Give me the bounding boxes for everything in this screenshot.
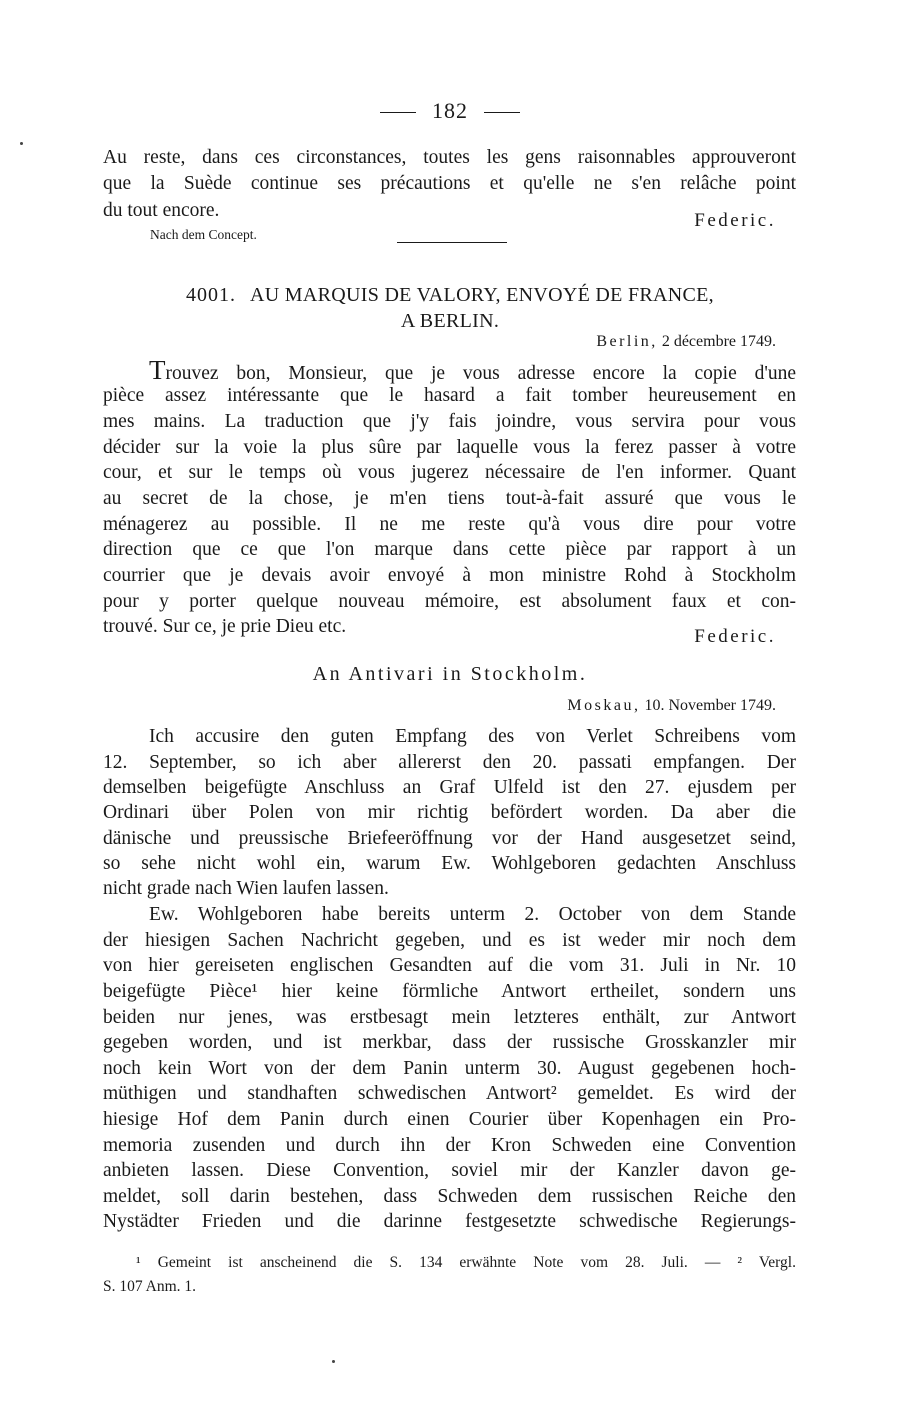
text-line: cour, et sur le temps où vous jugerez nécessaire de l'en informer. Quant (103, 462, 796, 483)
letter-title (0, 284, 900, 307)
text-line: noch kein Wort von der dem Panin unterm 30. August gegebenen hoch- (103, 1058, 796, 1079)
text-line: gegeben worden, und ist merkbar, dass der russische Grosskanzler mir (103, 1032, 796, 1053)
section-divider (397, 242, 507, 243)
text-line: memoria zusenden und durch ihn der Kron Schweden eine Convention (103, 1135, 796, 1156)
text-line: Nystädter Frieden und die darinne festgesetzte schwedische Regierungs- (103, 1211, 796, 1232)
dateline-place: Moskau, (567, 697, 641, 714)
letter-title-line2: A BERLIN. (400, 310, 500, 332)
text-line: nicht grade nach Wien laufen lassen. (103, 878, 389, 899)
text-line: meldet, soll darin bestehen, dass Schweden dem russischen Reiche den (103, 1186, 796, 1207)
footnote-line: ¹ Gemeint ist anscheinend die S. 134 erwähnte Note vom 28. Juli. — ² Vergl. (136, 1254, 796, 1271)
footnote-line: S. 107 Anm. 1. (103, 1278, 197, 1295)
text-line: beiden nur jenes, was erstbesagt mein letzteres enthält, zur Antwort (103, 1007, 796, 1028)
letter-dateline (596, 333, 776, 351)
text-line: anbieten lassen. Diese Convention, soviel mir der Kanzler davon ge- (103, 1160, 796, 1181)
text-line: pour y porter quelque nouveau mémoire, est absolument faux et con- (103, 591, 796, 612)
text-line: direction que ce que l'on marque dans cette pièce par rapport à un (103, 539, 796, 560)
text-line: Ordinari über Polen von mir richtig befördert worden. Da aber die (103, 802, 796, 823)
text-line: hiesige Hof dem Panin durch einen Courier über Kopenhagen ein Pro- (103, 1109, 796, 1130)
dateline-date: 10. November 1749. (644, 697, 776, 714)
signature: Federic. (694, 626, 776, 647)
text-line: mes mains. La traduction que j'y fais joindre, vous servira pour vous (103, 411, 796, 432)
page-number: 182 (432, 98, 468, 123)
text-line: au secret de la chose, je m'en tiens tout-à-fait assuré que vous le (103, 488, 796, 509)
text-line: von hier gereiseten englischen Gesandten auf die vom 31. Juli in Nr. 10 (103, 955, 796, 976)
text-line: 12. September, so ich aber allererst den 20. passati empfangen. Der (103, 752, 796, 773)
text-line: so sehe nicht wohl ein, warum Ew. Wohlgeboren gedachten Anschluss (103, 853, 796, 874)
dateline-place: Berlin, (596, 333, 658, 350)
text-line: pièce assez intéressante que le hasard a fait tomber heureusement en (103, 385, 796, 406)
text-line: Au reste, dans ces circonstances, toutes les gens raisonnables approuveront (103, 147, 796, 168)
text-line-rest: rouvez bon, Monsieur, que je vous adresse encore la copie d'une (165, 363, 796, 384)
page-header (0, 98, 900, 124)
text-line: que la Suède continue ses précautions et qu'elle ne s'en relâche point (103, 173, 796, 194)
signature: Federic. (694, 210, 776, 231)
text-line: décider sur la voie la plus sûre par laquelle vous la ferez passer à votre (103, 437, 796, 458)
text-line: beigefügte Pièce¹ hier keine förmliche Antwort ertheilet, sondern uns (103, 981, 796, 1002)
dateline-date: 2 décembre 1749. (661, 333, 776, 350)
text-line: dänische und preussische Briefeeröffnung vor der Hand ausgesetzet seind, (103, 828, 796, 849)
text-line: müthigen und standhaften schwedischen Antwort² gemeldet. Es wird der (103, 1083, 796, 1104)
text-line: du tout encore. (103, 200, 220, 221)
header-dash-left (380, 112, 416, 113)
text-line (103, 357, 796, 383)
drop-cap: T (149, 355, 166, 385)
text-line: demselben beigefügte Anschluss an Graf Ulfeld ist den 27. ejusdem per (103, 777, 796, 798)
letter-title-line1: AU MARQUIS DE VALORY, ENVOYÉ DE FRANCE, (250, 284, 714, 306)
text-line: courrier que je devais avoir envoyé à mon ministre Rohd à Stockholm (103, 565, 796, 586)
text-line: der hiesigen Sachen Nachricht gegeben, und es ist weder mir noch dem (103, 930, 796, 951)
letter-number: 4001. (186, 284, 237, 306)
print-speck (332, 1360, 335, 1363)
text-line: trouvé. Sur ce, je prie Dieu etc. (103, 616, 347, 637)
text-line: Ew. Wohlgeboren habe bereits unterm 2. October von dem Stande (149, 904, 796, 925)
enclosure-dateline (567, 697, 776, 715)
text-line: Ich accusire den guten Empfang des von Verlet Schreibens vom (149, 726, 796, 747)
enclosure-heading: An Antivari in Stockholm. (312, 663, 588, 685)
print-speck (20, 142, 23, 145)
text-line: ménagerez au possible. Il ne me reste qu'à vous dire pour votre (103, 514, 796, 535)
source-note: Nach dem Concept. (150, 227, 257, 242)
header-dash-right (484, 112, 520, 113)
